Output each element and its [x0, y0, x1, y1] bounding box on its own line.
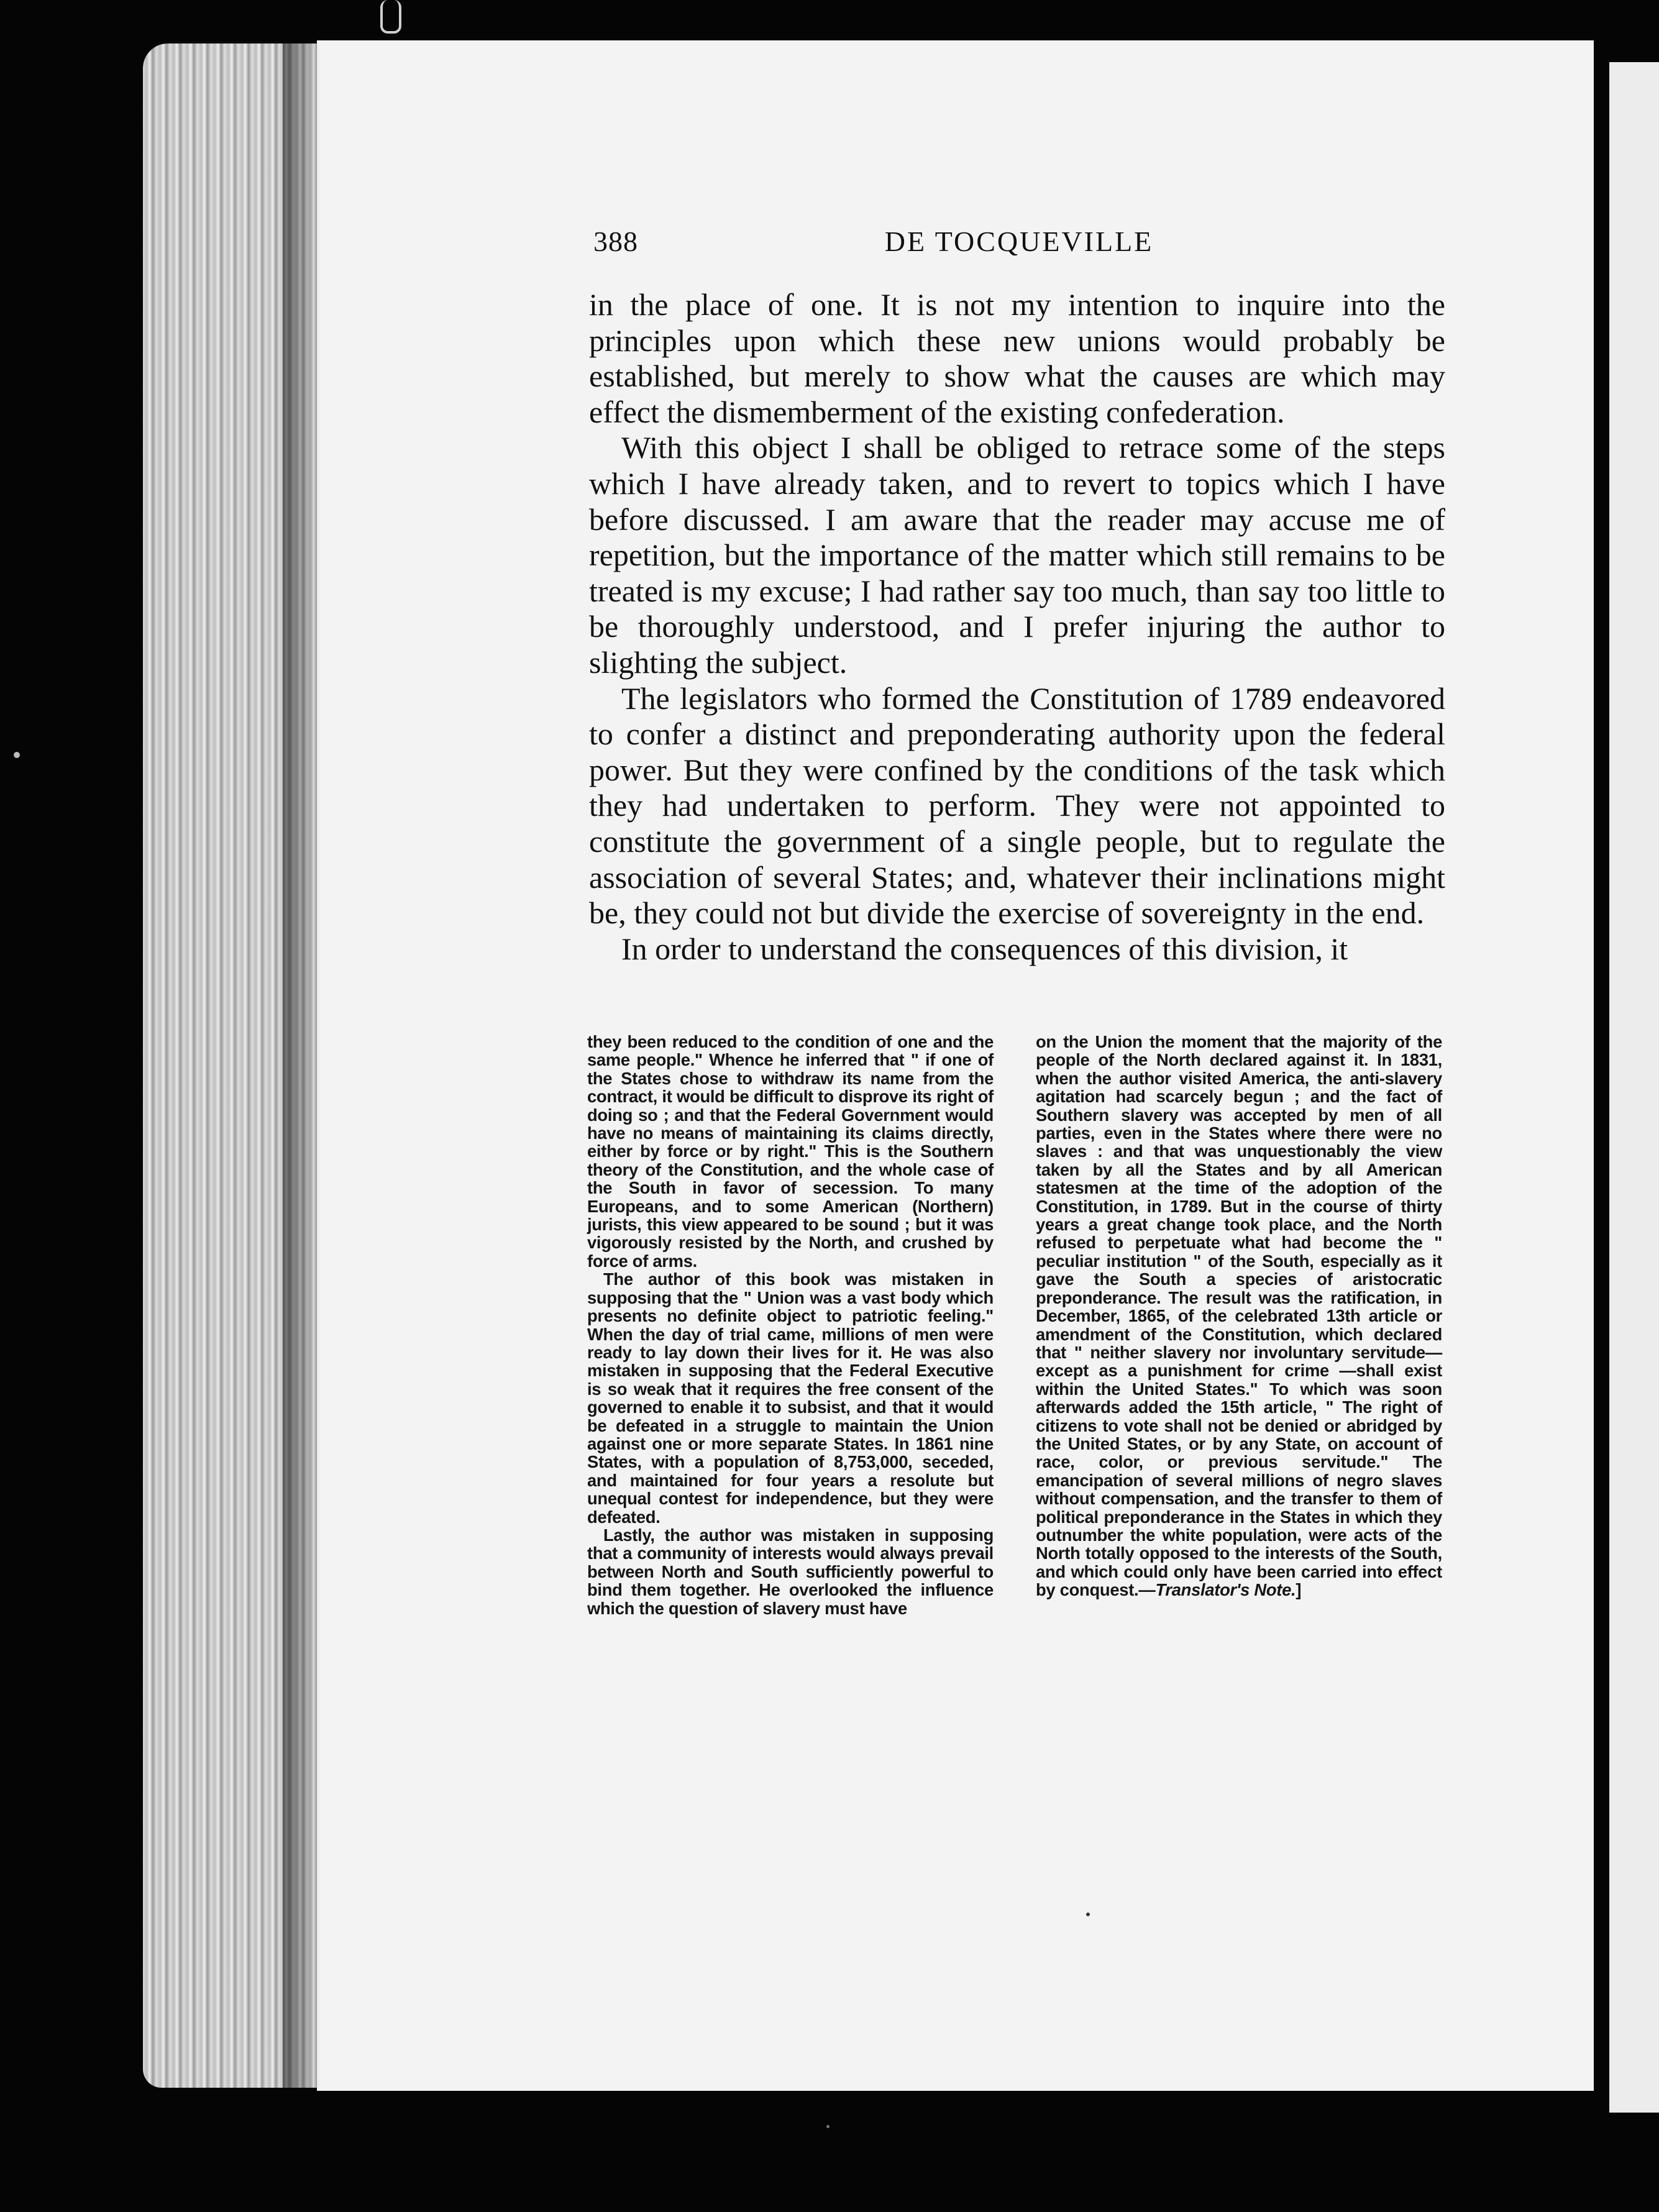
footnote-right-column: [1036, 1033, 1442, 1599]
body-text: [589, 287, 1445, 967]
translator-note-label: Translator's Note.: [1155, 1580, 1296, 1600]
paper-speck: [826, 2125, 830, 2128]
footnote-paragraph: they been reduced to the condition of one and the same people." Whence he inferred that " if one of the States chose to withdraw its name from the contract, it would be difficult to disprove its right of doing so ; and that the Federal Government would have no means of maintaining its claims directly, either by force or by right." This is the Southern theory of the Constitution, and the whole case of the South in favor of secession. To many Europeans, and to some American (Northern) jurists, this view appeared to be sound ; but it was vigorously resisted by the North, and crushed by force of arms.: [587, 1032, 994, 1271]
footnote: [587, 1033, 1445, 1840]
footnote-text: on the Union the moment that the majority of the people of the North declared against it. In 1831, when the author visited America, the anti-slavery agitation had scarcely begun ; and the fact of Southern slavery was accepted by men of all parties, even in the States where there were no slaves : and that was unquestionably the view taken by all the States and by all American statesmen at the time of the adoption of the Constitution, in 1789. But in the course of thirty years a great change took place, and the North refused to perpetuate what had become the " peculiar institution " of the South, especially as it gave the South a species of aristocratic preponderance. The result was the ratification, in December, 1865, of the celebrated 13th article or amendment of the Constitution, which declared that " neither slavery nor involuntary servitude—except as a punishment for crime —shall exist within the United States." To which was soon afterwards added the 15th article, " The right of citizens to vote shall not be denied or abridged by the United States, or by any State, on account of race, color, or previous servitude." The emancipation of several millions of negro slaves without compensation, and the transfer to them of political preponderance in the States in which they outnumber the white population, were acts of the North totally opposed to the interests of the South, and which could only have been carried into effect by conquest.—: [1036, 1032, 1442, 1600]
running-head: [593, 225, 1445, 268]
facing-page-edge: [1609, 62, 1659, 2113]
footnote-left-column: [587, 1033, 994, 1617]
footnote-paragraph: [1036, 1033, 1442, 1599]
paragraph: With this object I shall be obliged to retrace some of the steps which I have already taken, and to revert to topics which I have before discussed. I am aware that the reader may accuse me of repetition, but the importance of the matter which still remains to be treated is my excuse; I had rather say too much, than say too little to be thoroughly understood, and I prefer injuring the author to slighting the subject.: [589, 430, 1445, 680]
paragraph: In order to understand the consequences of this division, it: [621, 931, 1348, 966]
page-number: 388: [593, 226, 638, 257]
footnote-paragraph: The author of this book was mistaken in supposing that the " Union was a vast body which presents no definite object to patriotic feeling." When the day of trial came, millions of men were ready to lay down their lives for it. He was also mistaken in supposing that the Federal Executive is so weak that it requires the free consent of the governed to enable it to subsist, and that it would be defeated in a struggle to maintain the Union against one or more separate States. In 1861 nine States, with a population of 8,753,000, seceded, and maintained for four years a resolute but unequal contest for independence, but they were defeated.: [587, 1269, 994, 1527]
closing-bracket: ]: [1296, 1580, 1302, 1600]
paper-speck: [14, 752, 20, 758]
gutter-shadow: [283, 43, 320, 2088]
paragraph: The legislators who formed the Constitution of 1789 endeavored to confer a distinct and preponderating authority upon the federal power. But they were confined by the conditions of the task which they had undertaken to perform. They were not appointed to constitute the government of a single people, but to regulate the association of several States; and, whatever their inclinations might be, they could not but divide the exercise of sovereignty in the end.: [589, 680, 1445, 931]
paper-speck: [1086, 1913, 1090, 1916]
binding-mark: [380, 0, 401, 34]
footnote-paragraph: Lastly, the author was mistaken in supposing that a community of interests would always prevail between North and South sufficiently powerful to bind them together. He overlooked the influence which the question of slavery must have: [587, 1525, 994, 1618]
paragraph: in the place of one. It is not my intention to inquire into the principles upon which these new unions would probably be established, but merely to show what the causes are which may effect the dismemberment of the existing confederation.: [589, 287, 1445, 429]
running-title: DE TOCQUEVILLE: [884, 226, 1154, 257]
